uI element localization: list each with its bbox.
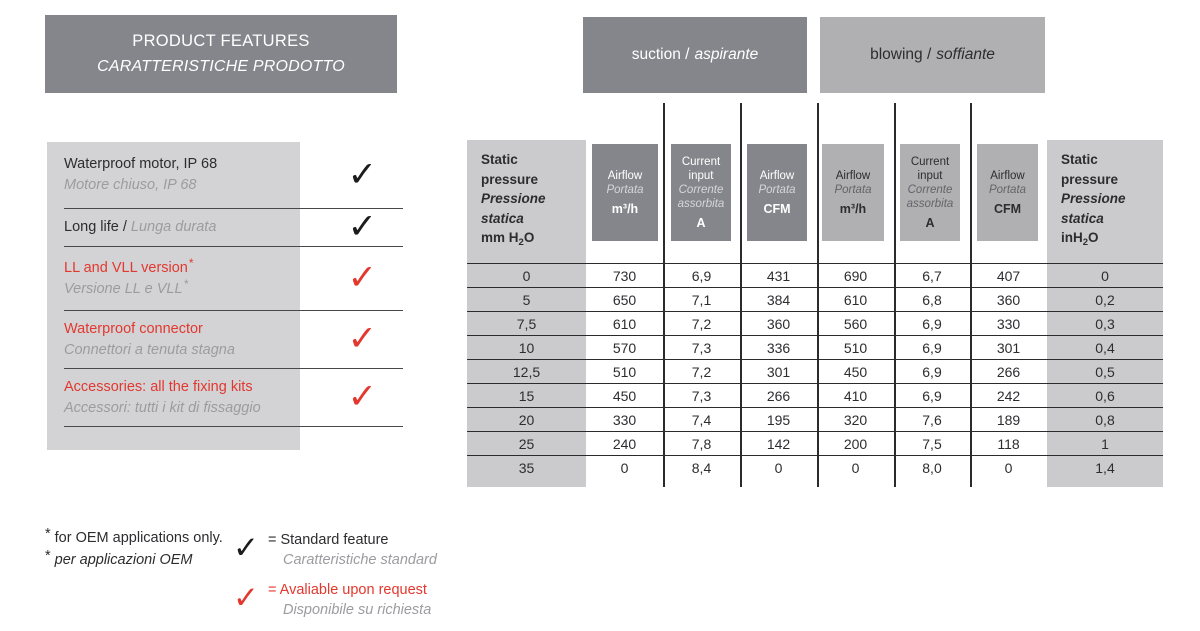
table-cell: 195 bbox=[766, 411, 791, 428]
feature-text bbox=[64, 255, 194, 300]
table-row bbox=[467, 455, 1163, 479]
asterisk-superscript: * bbox=[45, 526, 51, 542]
table-cell: 0,4 bbox=[1095, 339, 1115, 356]
legend-text bbox=[268, 530, 437, 570]
header-airflow-cfm-suction: Airflow Portata CFM bbox=[747, 144, 807, 241]
table-cell: 7,3 bbox=[691, 387, 712, 404]
table-cell: 0 bbox=[1004, 459, 1013, 476]
product-features-title-it: CARATTERISTICHE PRODOTTO bbox=[97, 58, 345, 75]
legend-label-en: = Standard feature bbox=[267, 532, 389, 548]
table-cell: 1 bbox=[1101, 435, 1109, 452]
legend-available-upon-request bbox=[233, 580, 431, 620]
legend-standard-feature bbox=[233, 530, 437, 570]
footnote-oem-it: * per applicazioni OEM bbox=[45, 548, 193, 568]
check-icon: ✓ bbox=[233, 580, 259, 616]
check-icon: ✓ bbox=[347, 377, 377, 417]
feature-row-waterproof-connector bbox=[64, 311, 403, 369]
feature-label-en: Waterproof connector bbox=[64, 320, 203, 337]
asterisk-superscript: * bbox=[45, 548, 51, 564]
table-cell: 301 bbox=[766, 363, 791, 380]
table-cell: 6,9 bbox=[691, 267, 712, 284]
table-cell: 6,9 bbox=[922, 363, 942, 380]
table-row bbox=[467, 335, 1163, 359]
table-cell: 610 bbox=[612, 315, 637, 332]
table-cell: 266 bbox=[996, 363, 1021, 380]
table-cell: 12,5 bbox=[512, 363, 541, 380]
feature-label-en: Waterproof motor, IP 68 bbox=[64, 156, 218, 172]
table-cell: 0,2 bbox=[1095, 291, 1115, 308]
table-cell: 360 bbox=[996, 291, 1021, 308]
feature-label-it: Lunga durata bbox=[130, 219, 217, 235]
table-cell: 0 bbox=[620, 459, 629, 476]
table-body bbox=[467, 263, 1163, 479]
product-features-title-en: PRODUCT FEATURES bbox=[132, 32, 310, 50]
header-current-input-blowing: Current input Corrente assorbita A bbox=[900, 144, 960, 241]
asterisk-superscript: * bbox=[183, 276, 189, 291]
feature-row-ll-vll-version bbox=[64, 247, 403, 311]
table-cell: 6,7 bbox=[922, 267, 942, 284]
table-cell: 336 bbox=[766, 339, 791, 356]
check-icon: ✓ bbox=[347, 258, 377, 298]
table-cell: 6,9 bbox=[922, 387, 942, 404]
table-row bbox=[467, 407, 1163, 431]
table-row bbox=[467, 431, 1163, 455]
table-cell: 0 bbox=[522, 267, 531, 284]
feature-label-it: Versione LL e VLL* bbox=[64, 279, 194, 300]
suction-label-it: aspirante bbox=[694, 46, 759, 63]
table-cell: 0,6 bbox=[1095, 387, 1115, 404]
suction-banner bbox=[583, 17, 807, 93]
table-cell: 431 bbox=[766, 267, 791, 284]
table-cell: 189 bbox=[996, 411, 1021, 428]
table-cell: 8,4 bbox=[691, 459, 712, 476]
table-cell: 7,8 bbox=[691, 435, 712, 452]
feature-label-it: Accessori: tutti i kit di fissaggio bbox=[64, 399, 261, 416]
static-pressure-header-left: Static pressure Pressione statica mm $H_2O$ bbox=[481, 150, 546, 253]
feature-text bbox=[64, 377, 261, 419]
table-cell: 330 bbox=[612, 411, 637, 428]
feature-row-accessories bbox=[64, 369, 403, 427]
table-cell: 330 bbox=[996, 315, 1021, 332]
table-cell: 7,2 bbox=[691, 363, 712, 380]
table-row bbox=[467, 359, 1163, 383]
table-cell: 7,5 bbox=[516, 315, 537, 332]
legend-label-it: Disponibile su richiesta bbox=[282, 602, 432, 618]
feature-label-en: Accessories: all the fixing kits bbox=[64, 378, 253, 395]
table-cell: 6,9 bbox=[922, 339, 942, 356]
table-cell: 0 bbox=[1101, 267, 1109, 284]
table-cell: 0,8 bbox=[1095, 411, 1115, 428]
unit-in-h2o: inH$_2$O bbox=[1061, 230, 1099, 248]
table-cell: 15 bbox=[518, 387, 535, 404]
table-cell: 10 bbox=[518, 339, 535, 356]
table-cell: 610 bbox=[843, 291, 868, 308]
table-cell: 7,5 bbox=[922, 435, 942, 452]
table-cell: 20 bbox=[518, 411, 535, 428]
table-row bbox=[467, 311, 1163, 335]
feature-label-it: Connettori a tenuta stagna bbox=[64, 341, 235, 358]
table-cell: 450 bbox=[843, 363, 868, 380]
feature-label-it: Motore chiuso, IP 68 bbox=[64, 177, 197, 193]
table-cell: 510 bbox=[612, 363, 637, 380]
table-cell: 570 bbox=[612, 339, 637, 356]
table-cell: 240 bbox=[612, 435, 637, 452]
table-cell: 560 bbox=[843, 315, 868, 332]
table-cell: 7,3 bbox=[691, 339, 712, 356]
table-cell: 200 bbox=[843, 435, 868, 452]
table-cell: 25 bbox=[518, 435, 535, 452]
check-icon: ✓ bbox=[347, 154, 377, 195]
table-cell: 0,3 bbox=[1095, 315, 1115, 332]
table-cell: 266 bbox=[766, 387, 791, 404]
table-cell: 650 bbox=[612, 291, 637, 308]
table-cell: 384 bbox=[766, 291, 791, 308]
check-icon: ✓ bbox=[347, 207, 377, 247]
table-cell: 6,8 bbox=[922, 291, 942, 308]
table-cell: 0 bbox=[774, 459, 783, 476]
blowing-label-it: soffiante bbox=[936, 46, 995, 63]
table-cell: 0 bbox=[851, 459, 860, 476]
table-cell: 0,5 bbox=[1095, 363, 1115, 380]
feature-row-waterproof-motor bbox=[64, 142, 403, 209]
feature-text bbox=[64, 217, 216, 238]
table-cell: 7,6 bbox=[922, 411, 942, 428]
feature-text bbox=[64, 154, 217, 196]
header-current-input-suction: Current input Corrente assorbita A bbox=[671, 144, 731, 241]
table-cell: 6,9 bbox=[922, 315, 942, 332]
table-row bbox=[467, 263, 1163, 287]
table-cell: 5 bbox=[522, 291, 531, 308]
asterisk-superscript: * bbox=[188, 255, 194, 270]
table-cell: 320 bbox=[843, 411, 868, 428]
legend-label-it: Caratteristiche standard bbox=[282, 552, 437, 568]
table-cell: 142 bbox=[766, 435, 791, 452]
table-cell: 510 bbox=[843, 339, 868, 356]
blowing-label-en: blowing / bbox=[870, 46, 932, 63]
unit-mm-h2o: mm $H_2O$ bbox=[481, 230, 535, 248]
table-row bbox=[467, 287, 1163, 311]
feature-label-en: Long life / bbox=[64, 219, 127, 235]
check-icon: ✓ bbox=[233, 530, 259, 566]
static-pressure-header-right: Static pressure Pressione statica inH$_2$O bbox=[1061, 150, 1126, 253]
header-airflow-cfm-blowing: Airflow Portata CFM bbox=[977, 144, 1038, 241]
table-cell: 7,1 bbox=[691, 291, 712, 308]
table-cell: 410 bbox=[843, 387, 868, 404]
table-cell: 730 bbox=[612, 267, 637, 284]
suction-label-en: suction / bbox=[631, 46, 690, 63]
table-cell: 7,4 bbox=[691, 411, 712, 428]
table-cell: 407 bbox=[996, 267, 1021, 284]
product-features-header bbox=[45, 15, 397, 93]
table-row bbox=[467, 383, 1163, 407]
table-cell: 7,2 bbox=[691, 315, 712, 332]
feature-text bbox=[64, 319, 235, 361]
footnote-oem-en: * for OEM applications only. bbox=[45, 526, 223, 546]
table-cell: 690 bbox=[843, 267, 868, 284]
table-cell: 8,0 bbox=[922, 459, 942, 476]
table-cell: 450 bbox=[612, 387, 637, 404]
check-icon: ✓ bbox=[347, 319, 377, 359]
blowing-banner bbox=[820, 17, 1045, 93]
table-cell: 360 bbox=[766, 315, 791, 332]
table-cell: 35 bbox=[518, 459, 535, 476]
table-cell: 1,4 bbox=[1095, 459, 1115, 476]
table-cell: 242 bbox=[996, 387, 1021, 404]
feature-row-long-life bbox=[64, 209, 403, 247]
legend-text bbox=[268, 580, 431, 620]
table-cell: 301 bbox=[996, 339, 1021, 356]
feature-label-en: LL and VLL version* bbox=[64, 258, 194, 279]
table-cell: 118 bbox=[997, 435, 1020, 452]
legend-label-en: = Avaliable upon request bbox=[267, 582, 427, 598]
header-airflow-m3h-blowing: Airflow Portata m³/h bbox=[822, 144, 884, 241]
header-airflow-m3h-suction: Airflow Portata m³/h bbox=[592, 144, 658, 241]
